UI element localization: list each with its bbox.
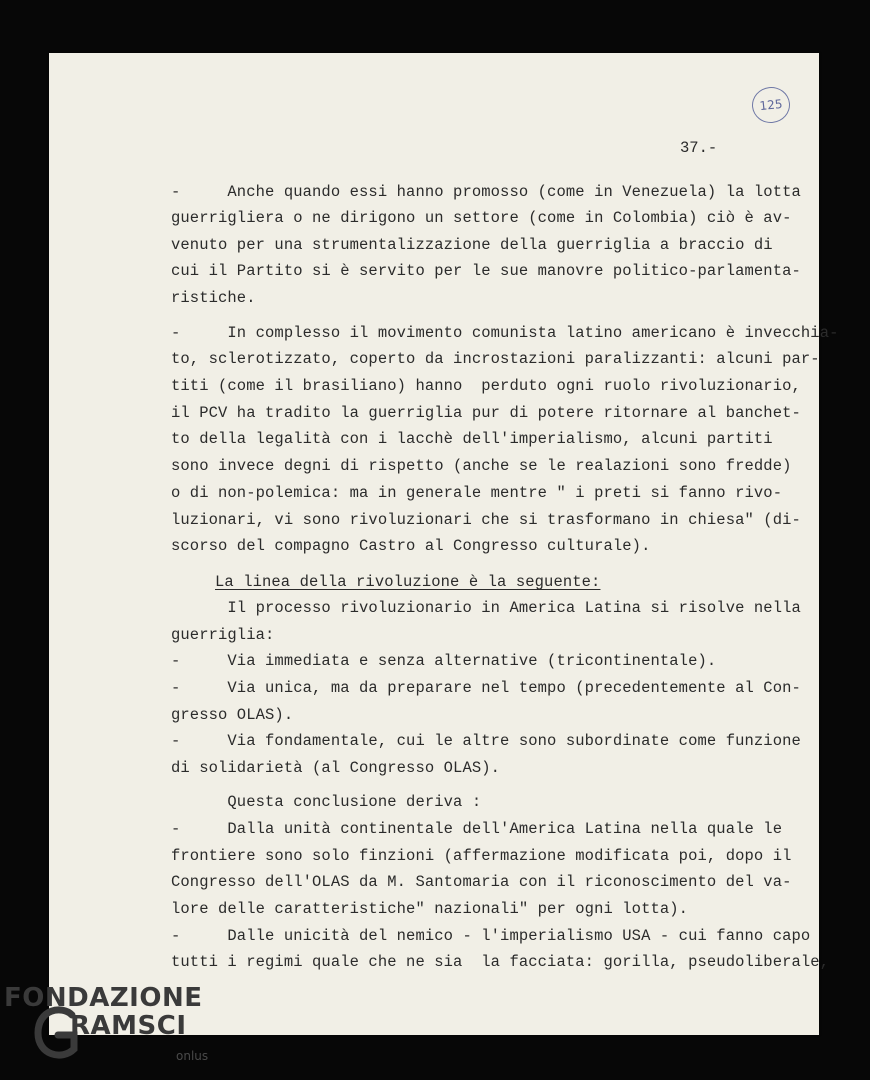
text-line: tutti i regimi quale che ne sia la facciata: gorilla, pseudoliberale, — [171, 953, 830, 971]
text-line: to, sclerotizzato, coperto da incrostazioni paralizzanti: alcuni par- — [171, 350, 820, 368]
text-line: frontiere sono solo finzioni (affermazione modificata poi, dopo il — [171, 847, 792, 865]
text-line: o di non-polemica: ma in generale mentre " i preti si fanno rivo- — [171, 484, 783, 502]
page-number: 37.- — [680, 139, 718, 157]
text-line: - Dalla unità continentale dell'America Latina nella quale le — [171, 820, 783, 838]
text-line: La linea della rivoluzione è la seguente: — [215, 573, 601, 591]
text-line: - Dalle unicità del nemico - l'imperialismo USA - cui fanno capo — [171, 927, 811, 945]
text-line: - In complesso il movimento comunista latino americano è invecchia- — [171, 324, 839, 342]
logo-line-2: RAMSCI — [70, 1011, 187, 1041]
text-line: - Via unica, ma da preparare nel tempo (precedentemente al Con- — [171, 679, 801, 697]
text-line: venuto per una strumentalizzazione della guerriglia a braccio di — [171, 236, 773, 254]
text-line: ristiche. — [171, 289, 256, 307]
text-line: scorso del compagno Castro al Congresso culturale). — [171, 537, 651, 555]
text-line: sono invece degni di rispetto (anche se le realazioni sono fredde) — [171, 457, 792, 475]
text-line: guerriglia: — [171, 626, 275, 644]
text-line: titi (come il brasiliano) hanno perduto ogni ruolo rivoluzionario, — [171, 377, 801, 395]
text-line: luzionari, vi sono rivoluzionari che si trasformano in chiesa" (di- — [171, 511, 801, 529]
text-line: - Via fondamentale, cui le altre sono subordinate come funzione — [171, 732, 801, 750]
archive-stamp: 125 — [750, 85, 792, 125]
text-line: Congresso dell'OLAS da M. Santomaria con il riconoscimento del va- — [171, 873, 792, 891]
text-line: Il processo rivoluzionario in America Latina si risolve nella — [171, 599, 801, 617]
fondazione-gramsci-logo — [4, 983, 234, 1078]
text-line: gresso OLAS). — [171, 706, 294, 724]
text-line: cui il Partito si è servito per le sue manovre politico-parlamenta- — [171, 262, 801, 280]
text-line: lore delle caratteristiche" nazionali" per ogni lotta). — [171, 900, 689, 918]
text-line: Questa conclusione deriva : — [171, 793, 482, 811]
text-line: guerrigliera o ne dirigono un settore (come in Colombia) ciò è av- — [171, 209, 792, 227]
text-line: - Anche quando essi hanno promosso (come in Venezuela) la lotta — [171, 183, 801, 201]
text-line: il PCV ha tradito la guerriglia pur di potere ritornare al banchet- — [171, 404, 801, 422]
text-line: di solidarietà (al Congresso OLAS). — [171, 759, 501, 777]
text-line: to della legalità con i lacchè dell'imperialismo, alcuni partiti — [171, 430, 773, 448]
logo-line-1: FONDAZIONE — [4, 983, 203, 1013]
text-line: - Via immediata e senza alternative (tricontinentale). — [171, 652, 717, 670]
logo-onlus: onlus — [176, 1049, 209, 1063]
